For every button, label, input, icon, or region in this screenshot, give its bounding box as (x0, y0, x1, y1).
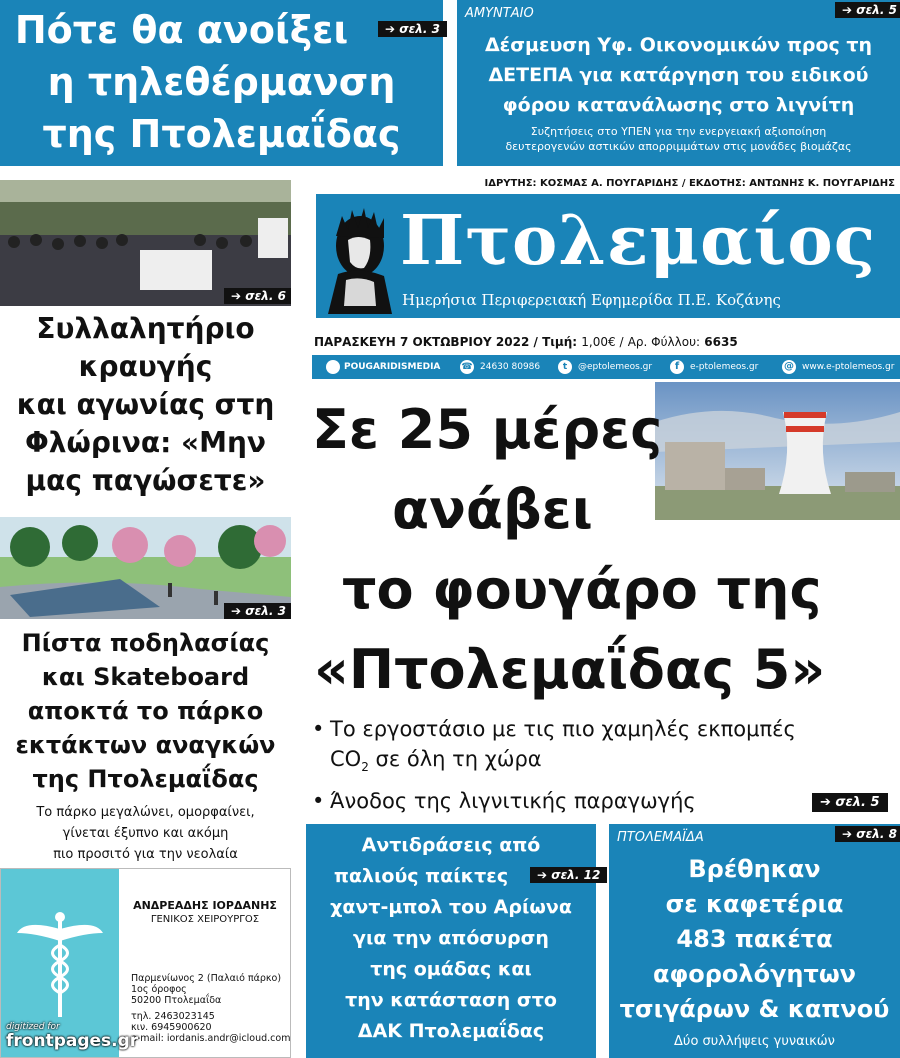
page-reference[interactable]: ➔ σελ. 6 (224, 288, 291, 304)
founders-line: ΙΔΡΥΤΗΣ: ΚΟΣΜΑΣ Α. ΠΟΥΓΑΡΙΔΗΣ / ΕΚΔΟΤΗΣ: ΑΝΤΩΝΗΣ Κ. ΠΟΥΓΑΡΙΔΗΣ (484, 178, 895, 189)
phone-label: 24630 80986 (480, 362, 541, 372)
media-label: POUGARIDISMEDIA (344, 362, 441, 372)
top-left-headline (0, 4, 443, 160)
headline-line: Δέσμευση Υφ. Οικονομικών προς τη (484, 34, 873, 56)
headline-line: ανάβει (392, 478, 593, 541)
headline-line: «Πτολεμαΐδας 5» (314, 638, 826, 701)
headline-line: χαντ-μπολ του Αρίωνα (330, 896, 572, 918)
park-photo[interactable] (0, 517, 291, 619)
issue-number: 6635 (704, 335, 738, 349)
co2-text: CO (330, 747, 362, 771)
headline-line: 483 πακέτα (676, 925, 833, 953)
park-headline (0, 626, 291, 796)
headline-line: κραυγής (78, 350, 213, 383)
headline-line: Φλώρινα: «Μην (24, 426, 267, 459)
cigarettes-story-box[interactable] (609, 824, 900, 1058)
headline-line: εκτάκτων αναγκών (15, 731, 276, 759)
headline-line: φόρου κατανάλωσης στο λιγνίτη (502, 94, 855, 116)
watermark-small: digitized for (6, 1022, 60, 1032)
twitter-icon: t (558, 360, 572, 374)
subheadline-line: Συζητήσεις στο ΥΠΕΝ για την ενεργειακή αξιοποίηση (530, 125, 827, 138)
bullet-item (312, 714, 900, 782)
facebook-label: e-ptolemeos.gr (690, 362, 759, 372)
phone-line: τηλ. 2463023145 (131, 1011, 215, 1022)
headline-line: σε καφετέρια (665, 890, 844, 918)
page-reference[interactable]: ➔ σελ. 5 (812, 793, 888, 812)
ad-doctor-name: ΑΝΔΡΕΑΔΗΣ ΙΟΡΔΑΝΗΣ (133, 899, 277, 912)
issue-label: Αρ. Φύλλου: (627, 335, 701, 349)
issue-date: ΠΑΡΑΣΚΕΥΗ 7 ΟΚΤΩΒΡΙΟΥ 2022 / (314, 335, 538, 349)
headline-line: η τηλεθέρμανση (47, 60, 396, 104)
protest-headline (0, 310, 291, 500)
ptolemy-bust-logo (318, 196, 400, 314)
masthead (316, 194, 900, 318)
cigarettes-subheadline: Δύο συλλήψεις γυναικών (674, 1034, 835, 1049)
headline-line: Αντιδράσεις από (361, 834, 541, 856)
bullet-text (330, 714, 796, 782)
ad-doctor-title: ΓΕΝΙΚΟΣ ΧΕΙΡΟΥΡΓΟΣ (150, 914, 260, 925)
price-label: Τιμή: (542, 335, 578, 349)
headline-line: και αγωνίας στη (16, 388, 275, 421)
handball-headline (306, 830, 596, 1047)
address-line: Παρμενίωνος 2 (Παλαιό πάρκο) (131, 973, 282, 984)
headline-line: αφορολόγητων (652, 960, 857, 988)
contact-bar (312, 355, 900, 379)
page-reference[interactable]: ➔ σελ. 3 (378, 21, 447, 37)
twitter-contact[interactable] (558, 360, 652, 374)
bullet-text-line: Το εργοστάσιο με τις πιο χαμηλές εκπομπές (330, 717, 796, 741)
headline-line: Πότε θα ανοίξει (14, 8, 349, 52)
page-reference[interactable]: ➔ σελ. 3 (224, 603, 291, 619)
date-price-line (314, 335, 900, 349)
address-line: 1ος όροφος (131, 984, 187, 995)
headline-line: την κατάσταση στο (345, 989, 557, 1011)
headline-line: αποκτά το πάρκο (27, 697, 264, 725)
top-right-headline-box[interactable] (457, 0, 900, 166)
phone-contact[interactable] (460, 360, 540, 374)
web-label: www.e-ptolemeos.gr (802, 362, 895, 372)
bullet-dot-icon: • (312, 717, 325, 741)
headline-line: Πίστα ποδηλασίας (21, 629, 270, 657)
address-line: 50200 Πτολεμαΐδα (131, 995, 222, 1006)
park-subheadline (0, 802, 291, 865)
headline-line: της Πτολεμαΐδας (32, 765, 259, 793)
protest-photo[interactable] (0, 180, 291, 306)
top-left-headline-box[interactable] (0, 0, 443, 166)
frontpages-watermark (6, 1022, 156, 1050)
kicker-label: ΑΜΥΝΤΑΙΟ (465, 6, 534, 21)
bullet-text: Άνοδος της λιγνιτικής παραγωγής (330, 789, 696, 814)
media-contact[interactable] (326, 360, 440, 374)
headline-line: μας παγώσετε» (25, 464, 266, 497)
kicker-label: ΠΤΟΛΕΜΑΪΔΑ (617, 830, 704, 845)
handball-story-box[interactable] (306, 824, 601, 1058)
cigarettes-headline (609, 852, 900, 1027)
email-line: e-mail: iordanis.andr@icloud.com (131, 1033, 291, 1044)
twitter-label: @eptolemeos.gr (578, 362, 653, 372)
bullet-text-line (330, 744, 796, 782)
headline-line: της Πτολεμαΐδας (42, 112, 401, 156)
web-icon: @ (784, 361, 794, 372)
price-value: 1,00€ / (581, 335, 624, 349)
facebook-contact[interactable] (670, 360, 758, 374)
headline-line: Συλλαλητήριο (36, 312, 255, 345)
main-headline (300, 390, 900, 710)
top-right-subheadline (457, 124, 900, 154)
headline-line: και Skateboard (41, 663, 250, 691)
headline-line: ΔΕΤΕΠΑ για κατάργηση του ειδικού (488, 64, 869, 86)
subheadline-line: δευτερογενών αστικών απορριμμάτων στις μονάδες βιομάζας (505, 140, 852, 153)
subheadline-line: πιο προσιτό για την νεολαία (53, 847, 238, 862)
page-reference[interactable]: ➔ σελ. 5 (835, 2, 900, 18)
ad-address (131, 973, 291, 1006)
phone-line: κιν. 6945900620 (131, 1022, 212, 1033)
phone-icon: ☎ (461, 362, 473, 372)
headline-line: το φουγάρο της (342, 558, 822, 621)
bullet-text-tail: σε όλη τη χώρα (368, 747, 542, 771)
headline-line: για την απόσυρση (353, 927, 549, 949)
subheadline-line: Το πάρκο μεγαλώνει, ομορφαίνει, (36, 805, 255, 820)
caduceus-icon (15, 909, 105, 1019)
co2-subscript: 2 (361, 760, 369, 775)
top-right-headline (457, 30, 900, 120)
headline-line: παλιούς παίκτες (333, 865, 509, 887)
bullet-dot-icon: • (312, 789, 325, 814)
headline-line: Σε 25 μέρες (312, 398, 663, 461)
subheadline-line: γίνεται έξυπνο και ακόμη (62, 826, 229, 841)
page-reference[interactable]: ➔ σελ. 8 (835, 826, 900, 842)
page-reference[interactable]: ➔ σελ. 12 (530, 867, 607, 883)
facebook-icon: f (670, 360, 684, 374)
headline-line: τσιγάρων & καπνού (619, 995, 890, 1023)
newspaper-title: Πτολεμαίος (400, 201, 877, 281)
headline-line: ΔΑΚ Πτολεμαΐδας (357, 1020, 545, 1042)
watermark-big: frontpages.gr (6, 1031, 139, 1051)
media-icon (326, 360, 340, 374)
newspaper-subtitle: Ημερήσια Περιφερειακή Εφημερίδα Π.Ε. Κοζάνης (402, 291, 781, 309)
web-contact[interactable] (782, 360, 894, 374)
headline-line: Βρέθηκαν (688, 855, 821, 883)
headline-line: της ομάδας και (370, 958, 532, 980)
